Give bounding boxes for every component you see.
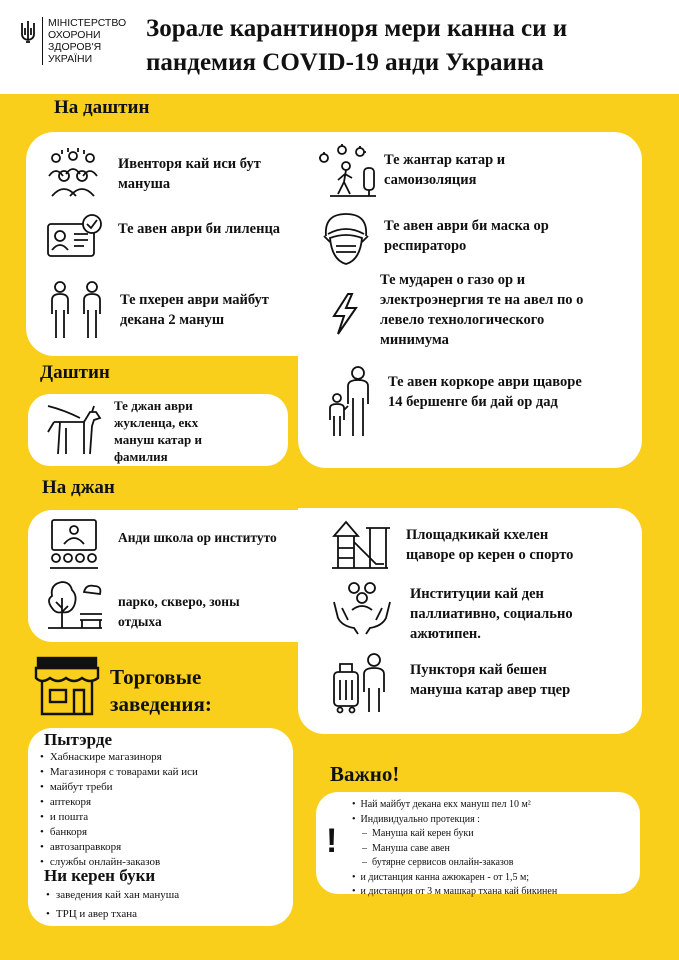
item-text-lightning: [380, 270, 583, 350]
text-line: жукленца, екх: [114, 415, 199, 430]
important-item-bullet: •: [352, 813, 356, 825]
logo-line: ЗДОРОВ'Я: [48, 41, 102, 53]
text-line: самоизоляция: [384, 172, 477, 188]
closed-list: [46, 886, 286, 924]
item-text-virus-walker: [384, 150, 505, 190]
lightning-icon: [330, 292, 360, 336]
text-line: декана 2 мануш: [120, 312, 225, 328]
important-item-text: Индивидуально протекция :: [360, 813, 480, 825]
list-item: • службы онлайн-заказов: [40, 855, 288, 870]
trade-heading-line-1: Торговые: [110, 665, 202, 689]
important-item: [352, 798, 636, 813]
text-line: Те авен аври би маска ор: [384, 218, 549, 234]
two-people-icon: [48, 280, 104, 340]
text-line: Те пхерен аври майбут: [120, 292, 269, 308]
important-item: [352, 813, 636, 828]
important-item: [352, 871, 636, 886]
text-line: Те авен коркоре аври щаворе: [388, 374, 582, 390]
virus-walker-icon: [316, 142, 380, 198]
important-item-bullet: –: [362, 828, 367, 839]
list-item-text: майбут треби: [49, 781, 113, 793]
open-heading: Пытэрде: [44, 730, 112, 749]
text-line: ажютипен.: [410, 626, 481, 642]
heading-na-dashtin: На даштин: [54, 97, 150, 118]
text-line: парко, скверо, зоны: [118, 594, 240, 609]
item-text-id-card: Те авен аври би лиленца: [118, 221, 281, 237]
trade-heading: [110, 664, 212, 718]
text-line: минимума: [380, 332, 449, 348]
list-item: • банкоря: [40, 825, 288, 840]
face-mask-icon: [320, 210, 372, 268]
item-text-adult-child: [388, 372, 582, 412]
important-item-text: бутярне сервисов онлайн-заказов: [372, 857, 514, 868]
trade-heading-line-2: заведения:: [110, 692, 212, 716]
logo-line: УКРАЇНИ: [48, 53, 93, 65]
important-item-bullet: •: [352, 886, 356, 897]
important-item: [352, 827, 636, 842]
park-icon: [44, 578, 104, 630]
text-line: Пункторя кай бешен: [410, 662, 547, 678]
important-item-bullet: •: [352, 871, 356, 883]
adult-child-icon: [326, 364, 378, 438]
dog-walking-icon: [44, 398, 108, 460]
important-heading: Важно!: [330, 762, 400, 786]
list-item: • ТРЦ и авер тхана: [46, 905, 286, 924]
text-line: Те жантар катар и: [384, 152, 506, 168]
important-item-text: Мануша саве авен: [372, 842, 450, 854]
care-hands-icon: [332, 578, 392, 636]
item-text-two-people: [120, 290, 269, 330]
item-text-travelers: [410, 660, 570, 700]
important-item: [352, 856, 636, 871]
text-line: паллиативно, социально: [410, 606, 573, 622]
shop-icon: [34, 656, 100, 716]
important-item: [352, 842, 636, 857]
important-item-bullet: –: [362, 842, 367, 854]
item-text-face-mask: [384, 216, 549, 256]
text-line: Институции кай ден: [410, 586, 544, 602]
text-line: мануша катар авер тцер: [410, 682, 571, 698]
page-title-line-1: Зорале карантиноря мери канна си и: [146, 15, 568, 42]
item-text-dog-walking: [114, 397, 202, 465]
list-item: • и пошта: [40, 810, 288, 825]
important-item: [352, 885, 636, 900]
important-item-text: Мануша кай керен буки: [372, 828, 474, 839]
list-item: • заведения кай хан мануша: [46, 886, 286, 905]
text-line: левело технологического: [380, 312, 545, 328]
item-text-playground: [406, 525, 573, 565]
item-text-classroom: Анди школа ор институто: [118, 530, 277, 545]
list-item: • аптекоря: [40, 795, 288, 810]
important-item-text: и дистанция от 3 м машкар тхана кай бикинен: [360, 886, 558, 897]
text-line: Площадкикай кхелен: [406, 527, 549, 543]
important-list: [352, 798, 636, 900]
ministry-logo-text: [42, 17, 126, 65]
logo-line: МІНІСТЕРСТВО: [48, 17, 127, 29]
travelers-icon: [330, 652, 390, 714]
list-item-continuation: [40, 780, 288, 795]
exclamation-icon: !: [326, 822, 338, 860]
item-text-park: [118, 592, 240, 632]
trident-emblem-icon: [20, 20, 36, 44]
page-title-line-2: пандемия COVID-19 анди Украина: [146, 49, 544, 76]
closed-heading: Ни керен буки: [44, 866, 156, 885]
text-line: 14 бершенге би дай ор дад: [388, 394, 558, 410]
open-list: [40, 750, 288, 870]
item-text-care-hands: [410, 584, 573, 644]
important-item-text: и дистанция канна ажюкарен - от 1,5 м;: [360, 871, 530, 883]
list-item: • Магазиноря с товарами кай иси: [40, 765, 288, 780]
crowd-icon: [44, 146, 102, 198]
list-item: • Хабнаскире магазиноря: [40, 750, 288, 765]
page-title: [146, 12, 567, 80]
classroom-icon: [46, 518, 102, 570]
text-line: мануша: [118, 176, 171, 192]
text-line: фамилия: [114, 449, 168, 464]
text-line: Те мударен о газо ор и: [380, 272, 526, 288]
text-line: респираторо: [384, 238, 467, 254]
important-item-bullet: –: [362, 857, 367, 868]
id-card-icon: [46, 212, 104, 260]
text-line: отдыха: [118, 614, 162, 629]
text-line: щаворе ор керен о спорто: [406, 547, 574, 563]
heading-na-dzhan: На джан: [42, 477, 115, 498]
list-item: • автозаправкоря: [40, 840, 288, 855]
heading-dashtin: Даштин: [40, 362, 110, 383]
important-item-text: Най майбут декана екх мануш пел 10 м²: [360, 799, 531, 810]
text-line: мануш катар и: [114, 432, 202, 447]
important-item-bullet: •: [352, 799, 356, 810]
logo-line: ОХОРОНИ: [48, 29, 101, 41]
item-text-crowd: [118, 154, 261, 194]
text-line: Ивенторя кай иси бут: [118, 156, 261, 172]
text-line: электроэнергия те на авел по о: [380, 292, 584, 308]
text-line: Те джан аври: [114, 398, 193, 413]
playground-icon: [330, 518, 390, 570]
